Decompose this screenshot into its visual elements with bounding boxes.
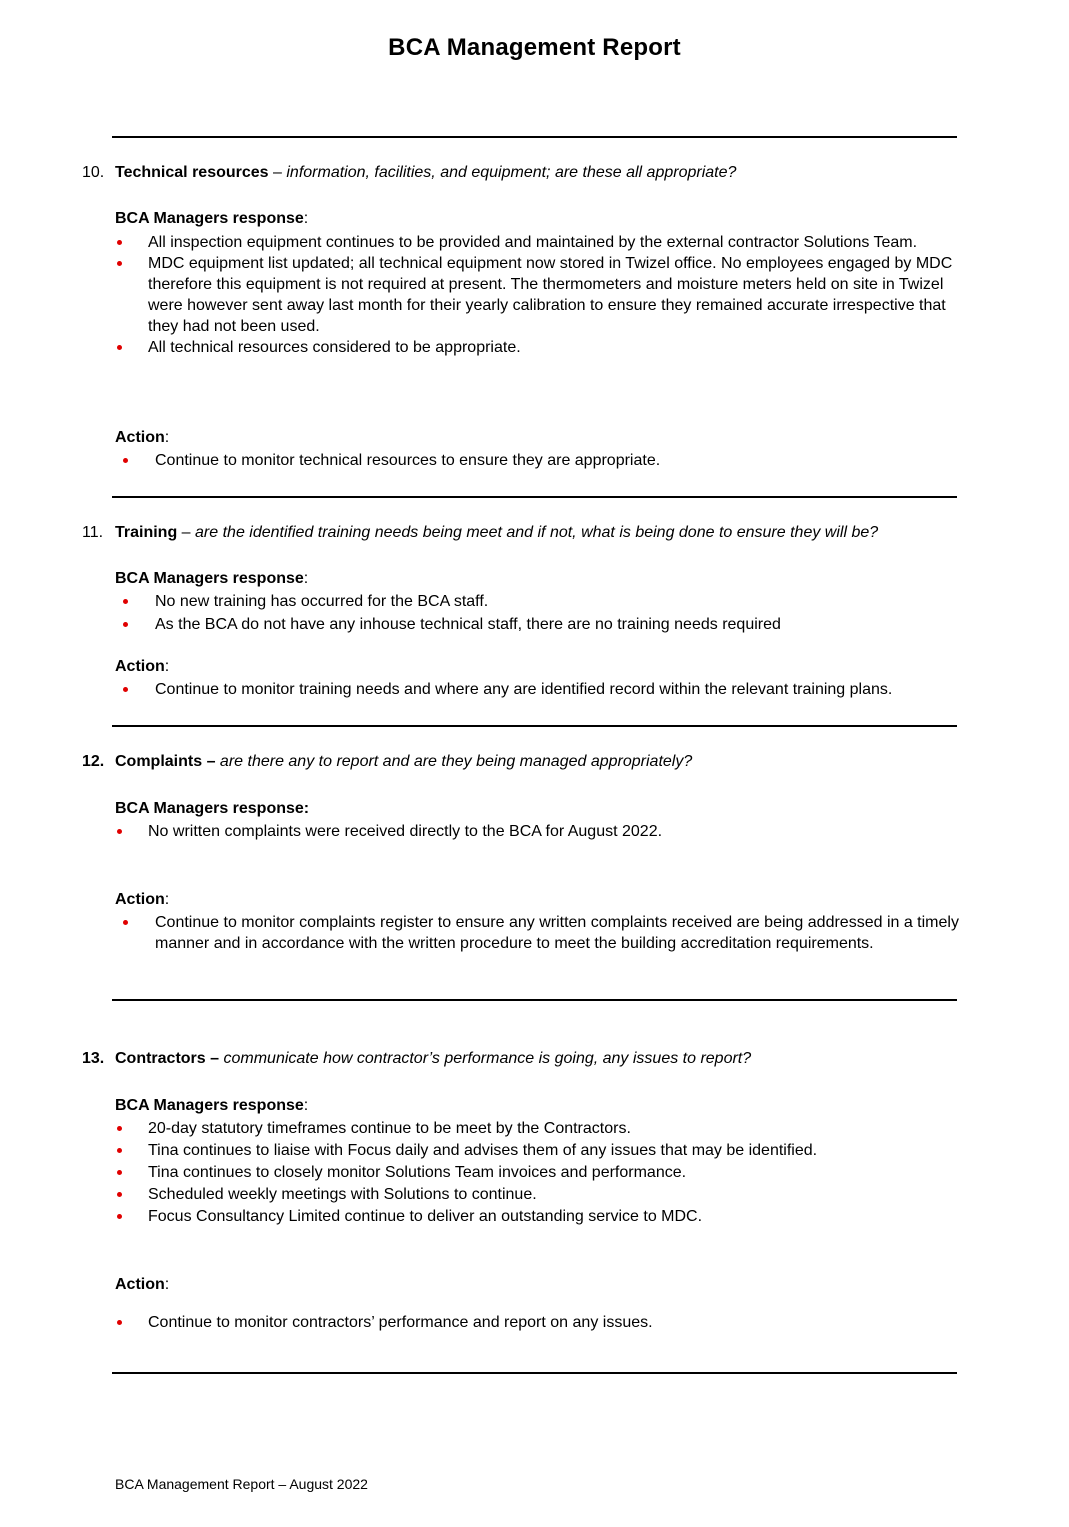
bullet-icon: [117, 1126, 122, 1131]
bullet-icon: [117, 345, 122, 350]
response-heading: BCA Managers response:: [115, 570, 309, 587]
list-item: Continue to monitor training needs and where any are identified record within the relevant training plans.: [115, 679, 960, 700]
bullet-icon: [117, 1192, 122, 1197]
page-footer: BCA Management Report – August 2022: [115, 1476, 368, 1492]
section-number: 11.: [82, 524, 104, 541]
divider: [112, 136, 957, 138]
bullet-icon: [117, 1148, 122, 1153]
response-heading: BCA Managers response:: [115, 1097, 309, 1114]
section-question: communicate how contractor’s performance is going, any issues to report?: [223, 1050, 752, 1067]
action-list: [115, 1312, 960, 1333]
list-item: Scheduled weekly meetings with Solutions to continue.: [115, 1184, 960, 1205]
section-11-heading: 11. Training – are the identified training needs being meet and if not, what is being done to ensure they will be?: [82, 524, 879, 541]
list-item: Focus Consultancy Limited continue to deliver an outstanding service to MDC.: [115, 1206, 960, 1227]
action-heading: Action:: [115, 429, 170, 446]
list-item: Continue to monitor complaints register to ensure any written complaints received are being addressed in a timely manner and in accordance with the written procedure to meet the building accreditation requirements.: [115, 912, 960, 954]
response-heading: BCA Managers response:: [115, 800, 310, 817]
bullet-icon: [117, 829, 122, 834]
list-item: No new training has occurred for the BCA staff.: [115, 591, 960, 612]
bullet-icon: [123, 687, 128, 692]
list-item: 20-day statutory timeframes continue to be meet by the Contractors.: [115, 1118, 960, 1139]
bullet-icon: [123, 920, 128, 925]
action-list: [115, 679, 960, 700]
action-list: [115, 912, 960, 954]
divider: [112, 999, 957, 1001]
section-title: Contractors –: [115, 1050, 220, 1067]
list-item: Continue to monitor technical resources to ensure they are appropriate.: [115, 450, 960, 471]
response-list: [115, 821, 960, 842]
bullet-icon: [117, 261, 122, 266]
response-list: [115, 232, 960, 358]
bullet-icon: [117, 1214, 122, 1219]
bullet-icon: [117, 240, 122, 245]
bullet-icon: [123, 458, 128, 463]
section-question: information, facilities, and equipment; are these all appropriate?: [286, 164, 737, 181]
section-title: Technical resources: [115, 164, 269, 181]
action-list: [115, 450, 960, 471]
response-list: [115, 1118, 960, 1227]
action-heading: Action:: [115, 1276, 170, 1293]
section-title: Training: [115, 524, 178, 541]
list-item: All inspection equipment continues to be provided and maintained by the external contractor Solutions Team.: [115, 232, 960, 253]
list-item: Continue to monitor contractors’ performance and report on any issues.: [115, 1312, 960, 1333]
response-heading: BCA Managers response:: [115, 210, 309, 227]
response-list: [115, 591, 960, 635]
action-heading: Action:: [115, 658, 170, 675]
section-number: 10.: [82, 164, 105, 181]
section-number: 12.: [82, 753, 105, 770]
section-12-heading: [82, 752, 962, 772]
section-question: are the identified training needs being meet and if not, what is being done to ensure they will be?: [195, 524, 879, 541]
section-10-heading: 10. Technical resources – information, facilities, and equipment; are these all appropriate?: [82, 164, 737, 181]
list-item: As the BCA do not have any inhouse technical staff, there are no training needs required: [115, 614, 960, 635]
list-item: Tina continues to closely monitor Solutions Team invoices and performance.: [115, 1162, 960, 1183]
list-item: All technical resources considered to be appropriate.: [115, 337, 960, 358]
section-13-heading: [82, 1049, 962, 1069]
section-question: are there any to report and are they being managed appropriately?: [219, 753, 693, 770]
divider: [112, 725, 957, 727]
section-title: Complaints –: [115, 753, 216, 770]
list-item: MDC equipment list updated; all technical equipment now stored in Twizel office. No employees engaged by MDC therefore this equipment is not required at present. The thermometers and moisture meters held on site in Twizel were however sent away last month for their yearly calibration to ensure they remained accurate irrespective that they had not been used.: [115, 253, 960, 337]
divider: [112, 1372, 957, 1374]
list-item: No written complaints were received directly to the BCA for August 2022.: [115, 821, 960, 842]
bullet-icon: [123, 599, 128, 604]
list-item: Tina continues to liaise with Focus daily and advises them of any issues that may be identified.: [115, 1140, 960, 1161]
section-number: 13.: [82, 1050, 105, 1067]
page-title: BCA Management Report: [388, 34, 681, 61]
action-heading: Action:: [115, 891, 170, 908]
bullet-icon: [117, 1170, 122, 1175]
divider: [112, 496, 957, 498]
bullet-icon: [117, 1320, 122, 1325]
bullet-icon: [123, 622, 128, 627]
